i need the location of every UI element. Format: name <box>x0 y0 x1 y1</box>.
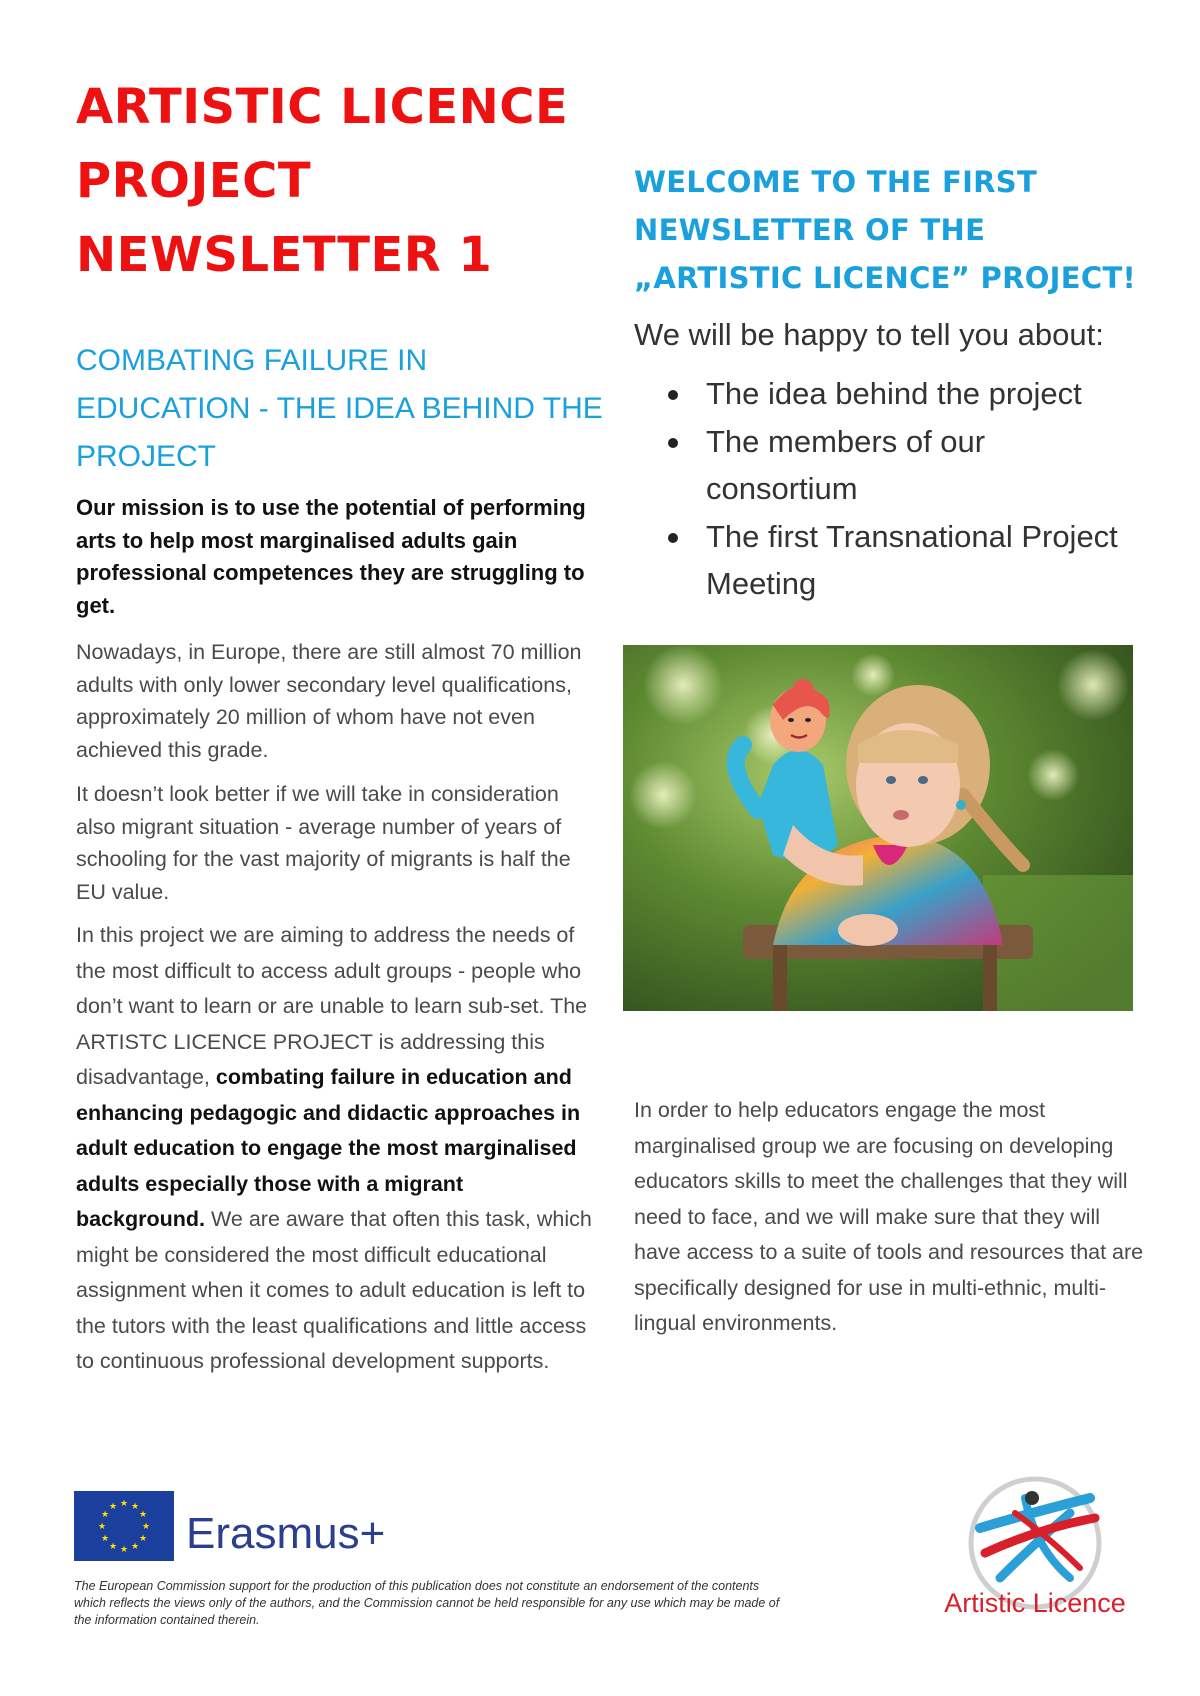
title-line: ARTISTIC LICENCE <box>76 79 569 135</box>
heading-line: „ARTISTIC LICENCE” PROJECT! <box>634 261 1137 295</box>
svg-text:★: ★ <box>141 1522 151 1532</box>
body-paragraph <box>76 918 596 1380</box>
body-paragraph: In order to help educators engage the most marginalised group we are focusing on developing educators skills to meet the challenges that they will need to face, and we will make sure that they will have access to a suite of tools and resources that are specifically designed for use in multi-ethnic, multi-lingual environments. <box>634 1098 1144 1335</box>
body-paragraph: Nowadays, in Europe, there are still almost 70 million adults with only lower secondary level qualifications, approximately 20 million of whom have not even achieved this grade. <box>76 640 582 762</box>
eu-disclaimer: The European Commission support for the production of this publication does not constitute an endorsement of the contents which reflects the views only of the authors, and the Commission cannot be held responsible for any use which may be made of the information contained therein. <box>74 1579 780 1627</box>
title-line: PROJECT <box>76 153 312 209</box>
photo-illustration <box>623 645 1133 1011</box>
svg-text:★: ★ <box>108 1502 118 1512</box>
topics-list <box>668 370 1128 608</box>
list-item: The first Transnational Project Meeting <box>668 513 1128 608</box>
list-item: The idea behind the project <box>668 370 1128 418</box>
title-line: NEWSLETTER 1 <box>76 227 493 283</box>
section-heading: COMBATING FAILURE IN EDUCATION - THE IDEA BEHIND THE PROJECT <box>76 344 603 473</box>
emphasis-text: combating failure in education and enhancing pedagogic and didactic approaches in adult education to engage the most marginalised adults especially those with a migrant background. <box>76 1065 581 1231</box>
eu-flag-icon <box>74 1491 174 1561</box>
eu-flag-icon <box>74 1491 174 1561</box>
welcome-heading <box>634 158 1154 302</box>
photo-girl-with-puppet <box>623 645 1133 1011</box>
svg-text:★: ★ <box>108 1542 118 1552</box>
mission-statement: Our mission is to use the potential of performing arts to help most marginalised adults gain professional competences they are struggling to get. <box>76 495 586 618</box>
newsletter-title <box>76 70 636 292</box>
svg-text:★: ★ <box>100 1510 110 1520</box>
body-paragraph: It doesn’t look better if we will take in consideration also migrant situation - average number of years of schooling for the vast majority of migrants is half the EU value. <box>76 782 571 904</box>
artistic-licence-logo <box>920 1458 1150 1658</box>
svg-text:★: ★ <box>138 1534 148 1544</box>
svg-text:★: ★ <box>97 1522 107 1532</box>
erasmus-plus-logo: Erasmus+ <box>186 1509 386 1558</box>
svg-text:★: ★ <box>130 1542 140 1552</box>
artistic-licence-logo-text: Artistic Licence <box>944 1588 1126 1618</box>
svg-text:★: ★ <box>130 1502 140 1512</box>
svg-text:★: ★ <box>100 1534 110 1544</box>
svg-text:★: ★ <box>138 1510 148 1520</box>
paragraph-text: In this project we are aiming to address the needs of the most difficult to access adult groups - people who don’t want to learn or are unable to learn sub-set. The ARTISTC LICENCE PROJECT is addressing this disadvantage, <box>76 923 588 1089</box>
paragraph-text: We are aware that often this task, which might be considered the most difficult educational assignment when it comes to adult education is left to the tutors with the least qualifications and little access to continuous professional development supports. <box>76 1207 592 1373</box>
svg-text:★: ★ <box>119 1499 129 1509</box>
artistic-licence-emblem-icon <box>920 1458 1150 1658</box>
svg-text:★: ★ <box>119 1545 129 1555</box>
intro-text: We will be happy to tell you about: <box>634 317 1104 352</box>
heading-line: WELCOME TO THE FIRST <box>634 165 1038 199</box>
heading-line: NEWSLETTER OF THE <box>634 213 986 247</box>
list-item: The members of our consortium <box>668 418 1128 513</box>
